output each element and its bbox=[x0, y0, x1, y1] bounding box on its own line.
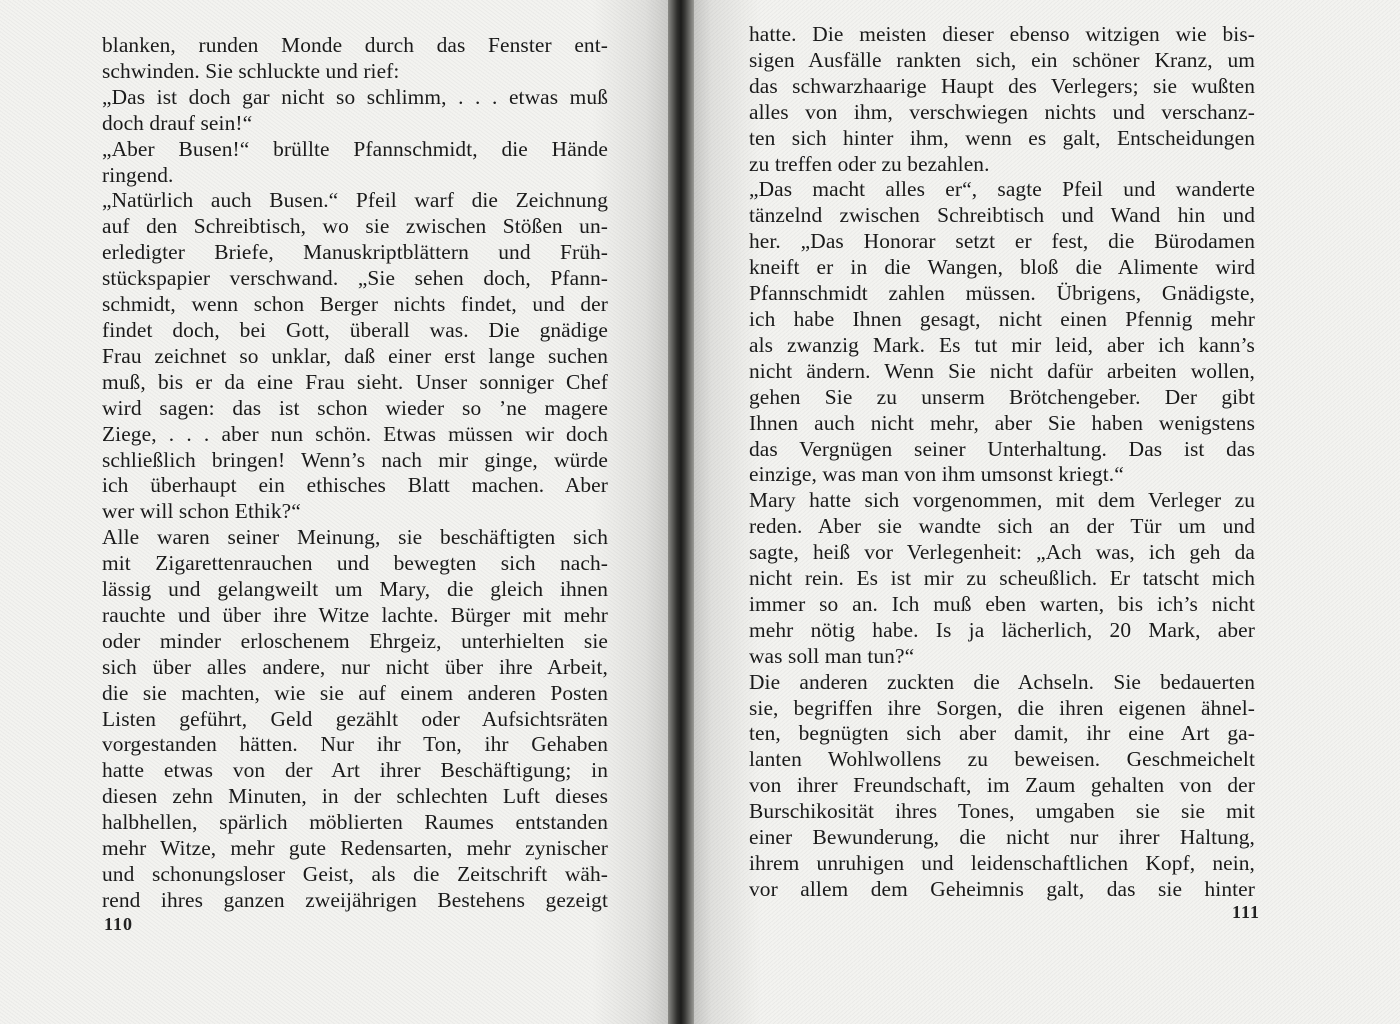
text-line: Burschikosität ihres Tones, umgaben sie sie mit bbox=[749, 799, 1255, 824]
text-line: ten, begnügten sich aber damit, ihr eine Art ga- bbox=[749, 721, 1255, 746]
text-line: wird sagen: das ist schon wieder so ’ne magere bbox=[102, 395, 608, 420]
text-line: rend ihres ganzen zweijährigen Bestehens gezeigt bbox=[102, 887, 608, 912]
text-line: ich überhaupt ein ethisches Blatt machen. Aber bbox=[102, 473, 608, 498]
text-line: hatte etwas von der Art ihrer Beschäftigung; in bbox=[102, 758, 608, 783]
text-line: sie, begriffen ihre Sorgen, die ihren eigenen ähnel- bbox=[749, 695, 1255, 720]
text-line: gehen Sie zu unserm Brötchengeber. Der gibt bbox=[749, 384, 1255, 409]
text-line: erledigter Briefe, Manuskriptblättern und Früh- bbox=[102, 240, 608, 265]
text-line: ihrem unruhigen und leidenschaftlichen Kopf, nein, bbox=[749, 851, 1255, 875]
text-line: das schwarzhaarige Haupt des Verlegers; sie wußten bbox=[749, 73, 1255, 98]
text-line: nicht ändern. Wenn Sie nicht dafür arbeiten wollen, bbox=[749, 358, 1255, 383]
text-line: Pfannschmidt zahlen müssen. Übrigens, Gnädigste, bbox=[749, 281, 1255, 306]
text-line: „Das macht alles er“, sagte Pfeil und wanderte bbox=[749, 177, 1255, 202]
text-line: schwinden. Sie schluckte und rief: bbox=[102, 58, 400, 83]
page-number-right: 111 bbox=[1232, 902, 1261, 922]
text-line: das Vergnügen seiner Unterhaltung. Das ist das bbox=[749, 436, 1255, 461]
text-line: „Aber Busen!“ brüllte Pfannschmidt, die Hände bbox=[102, 136, 608, 161]
text-line: vorgestanden hätten. Nur ihr Ton, ihr Gehaben bbox=[102, 732, 608, 757]
text-line: blanken, runden Monde durch das Fenster ent- bbox=[102, 33, 608, 57]
text-line: sagte, heiß vor Verlegenheit: „Ach was, ich geh da bbox=[749, 540, 1255, 565]
text-line: ich habe Ihnen gesagt, nicht einen Pfennig mehr bbox=[749, 306, 1255, 331]
text-line: sich über alles andere, nur nicht über ihre Arbeit, bbox=[102, 654, 608, 679]
book-gutter bbox=[668, 0, 694, 1024]
text-line: hatte. Die meisten dieser ebenso witzigen wie bis- bbox=[749, 22, 1255, 46]
text-line: wer will schon Ethik?“ bbox=[102, 499, 301, 524]
text-line: von ihrer Freundschaft, im Zaum gehalten von der bbox=[749, 773, 1255, 798]
text-line: Ziege, . . . aber nun schön. Etwas müssen wir doch bbox=[102, 421, 608, 446]
text-line: mehr Witze, mehr gute Redensarten, mehr zynischer bbox=[102, 836, 608, 861]
text-line: „Natürlich auch Busen.“ Pfeil warf die Zeichnung bbox=[102, 188, 608, 213]
text-line: schließlich bringen! Wenn’s nach mir ginge, würde bbox=[102, 447, 608, 472]
text-line: nicht rein. Es ist mir zu scheußlich. Er tatscht mich bbox=[749, 566, 1255, 591]
text-line: was soll man tun?“ bbox=[749, 643, 915, 668]
text-line: und schonungsloser Geist, als die Zeitschrift wäh- bbox=[102, 862, 608, 886]
text-line: alles von ihm, verschwiegen nichts und verschanz- bbox=[749, 99, 1255, 124]
text-line: rauchte und über ihre Witze lachte. Bürger mit mehr bbox=[102, 602, 608, 627]
text-line: die sie machten, wie sie auf einem anderen Posten bbox=[102, 680, 608, 705]
text-line: Ihnen auch nicht mehr, aber Sie haben wenigstens bbox=[749, 410, 1255, 435]
text-line: reden. Aber sie wandte sich an der Tür um und bbox=[749, 514, 1255, 539]
text-line: auf den Schreibtisch, wo sie zwischen Stößen un- bbox=[102, 214, 608, 239]
text-line: mit Zigarettenrauchen und bewegten sich nach- bbox=[102, 551, 608, 576]
text-line: tänzelnd zwischen Schreibtisch und Wand hin und bbox=[749, 203, 1255, 228]
text-line: doch drauf sein!“ bbox=[102, 110, 253, 135]
text-line: oder minder erloschenem Ehrgeiz, unterhielten sie bbox=[102, 628, 608, 653]
text-line: ten sich hinter ihm, wenn es galt, Entscheidungen bbox=[749, 125, 1255, 150]
text-line: muß, bis er da eine Frau sieht. Unser sonniger Chef bbox=[102, 369, 608, 394]
text-line: schmidt, wenn schon Berger nichts findet, und der bbox=[102, 292, 608, 317]
right-page-text bbox=[749, 22, 1255, 903]
text-line: Frau zeichnet so unklar, daß einer erst lange suchen bbox=[102, 343, 608, 368]
text-line: mehr nötig habe. Is ja lächerlich, 20 Mark, aber bbox=[749, 617, 1255, 642]
text-line: zu treffen oder zu bezahlen. bbox=[749, 151, 990, 176]
text-line: Alle waren seiner Meinung, sie beschäftigten sich bbox=[102, 525, 608, 550]
text-line: her. „Das Honorar setzt er fest, die Bürodamen bbox=[749, 229, 1255, 254]
text-line: „Das ist doch gar nicht so schlimm, . . . etwas muß bbox=[102, 84, 608, 109]
text-line: halbhellen, spärlich möblierten Raumes entstanden bbox=[102, 810, 608, 835]
text-line: stückspapier verschwand. „Sie sehen doch, Pfann- bbox=[102, 266, 608, 291]
text-line: immer so an. Ich muß eben warten, bis ich’s nicht bbox=[749, 591, 1255, 616]
text-line: als zwanzig Mark. Es tut mir leid, aber ich kann’s bbox=[749, 332, 1255, 357]
text-line: lässig und gelangweilt um Mary, die gleich ihnen bbox=[102, 577, 608, 602]
text-line: Mary hatte sich vorgenommen, mit dem Verleger zu bbox=[749, 488, 1255, 513]
text-line: Die anderen zuckten die Achseln. Sie bedauerten bbox=[749, 669, 1255, 694]
text-line: einer Bewunderung, die nicht nur ihrer Haltung, bbox=[749, 825, 1255, 850]
text-line: diesen zehn Minuten, in der schlechten Luft dieses bbox=[102, 784, 608, 809]
text-line: findet doch, bei Gott, überall was. Die gnädige bbox=[102, 317, 608, 342]
text-line: lanten Wohlwollens zu beweisen. Geschmeichelt bbox=[749, 747, 1255, 772]
text-line: ringend. bbox=[102, 162, 174, 187]
text-line: kneift er in die Wangen, bloß die Alimente wird bbox=[749, 255, 1255, 280]
left-page-text bbox=[102, 33, 608, 914]
page-number-left: 110 bbox=[104, 914, 134, 934]
text-line: Listen geführt, Geld gezählt oder Aufsichtsräten bbox=[102, 706, 608, 731]
text-line: vor allem dem Geheimnis galt, das sie hinter bbox=[749, 876, 1255, 901]
text-line: einzige, was man von ihm umsonst kriegt.“ bbox=[749, 462, 1124, 487]
text-line: sigen Ausfälle rankten sich, ein schöner Kranz, um bbox=[749, 47, 1255, 72]
